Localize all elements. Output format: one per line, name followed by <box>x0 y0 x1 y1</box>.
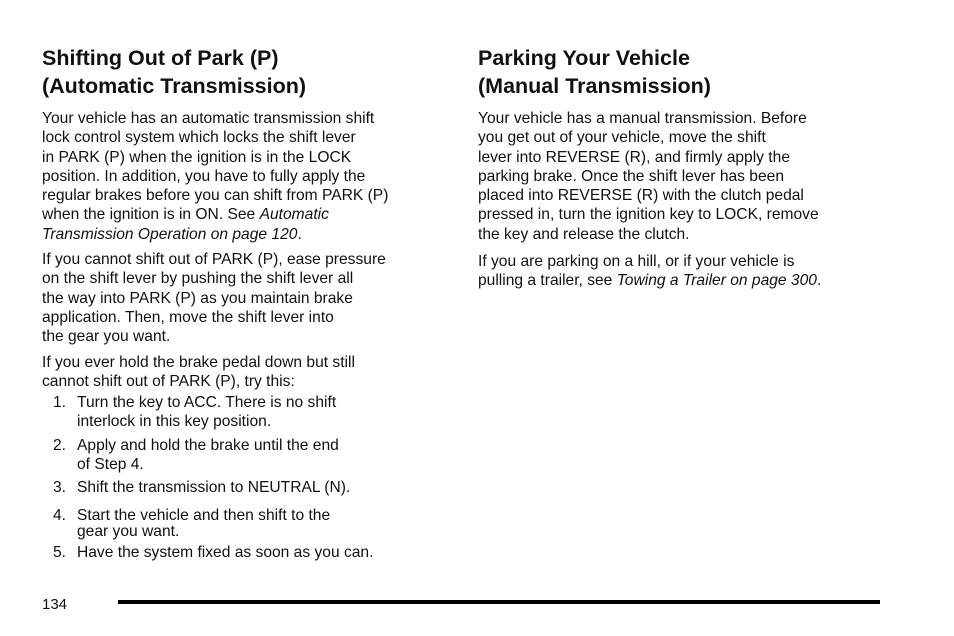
text-line: on the shift lever by pushing the shift lever all <box>42 270 354 288</box>
text-line: Shift the transmission to NEUTRAL (N). <box>77 479 351 497</box>
step-number: 4. <box>53 506 67 524</box>
heading-line: (Automatic Transmission) <box>42 74 307 98</box>
text-line: pressed in, turn the ignition key to LOCK, remove <box>478 206 819 224</box>
text-line: placed into REVERSE (R) with the clutch pedal <box>478 187 804 205</box>
steps-list <box>42 393 452 562</box>
text-line: Apply and hold the brake until the end <box>77 436 339 454</box>
text-line <box>478 271 898 290</box>
list-item <box>42 506 452 539</box>
text-segment: when the ignition is in ON. See <box>42 206 260 224</box>
text-line: If you cannot shift out of PARK (P), ease pressure <box>42 251 386 269</box>
text-line: If you are parking on a hill, or if your vehicle is <box>478 253 795 271</box>
footer-rule <box>118 600 880 604</box>
text-segment: . <box>816 272 822 290</box>
list-item <box>42 436 452 475</box>
left-column <box>42 44 452 566</box>
section-heading-shifting-out-of-park <box>42 44 452 100</box>
text-line: If you ever hold the brake pedal down but still <box>42 353 355 371</box>
text-line: of Step 4. <box>77 456 144 474</box>
text-line: parking brake. Once the shift lever has been <box>478 167 784 185</box>
step-number: 5. <box>53 543 67 561</box>
text-line: Turn the key to ACC. There is no shift <box>77 394 337 412</box>
heading-line: Shifting Out of Park (P) <box>42 46 279 70</box>
section-heading-parking-your-vehicle <box>478 44 898 100</box>
list-item <box>42 478 452 497</box>
list-item <box>42 543 452 562</box>
text-line: position. In addition, you have to fully apply the <box>42 167 366 185</box>
paragraph-manual-transmission <box>478 109 898 244</box>
cross-reference-link[interactable]: Transmission Operation on page 120 <box>42 225 298 243</box>
text-line: the key and release the clutch. <box>478 225 690 243</box>
list-item <box>42 393 452 432</box>
text-line: you get out of your vehicle, move the shift <box>478 129 766 147</box>
text-line: the way into PARK (P) as you maintain brake <box>42 289 353 307</box>
heading-line: Parking Your Vehicle <box>478 46 690 70</box>
text-line: Start the vehicle and then shift to the <box>77 506 331 524</box>
paragraph-shift-lock <box>42 109 452 244</box>
text-line: regular brakes before you can shift from PARK (P) <box>42 187 389 205</box>
text-segment: pulling a trailer, see <box>478 272 617 290</box>
paragraph-try-this <box>42 353 452 392</box>
text-line: lock control system which locks the shift lever <box>42 129 356 147</box>
text-line: Your vehicle has an automatic transmission shift <box>42 110 375 127</box>
text-line <box>42 205 452 224</box>
cross-reference-link[interactable]: Towing a Trailer on page 300 <box>616 272 817 290</box>
text-line: interlock in this key position. <box>77 413 272 431</box>
text-line <box>42 225 452 244</box>
cross-reference-link[interactable]: Automatic <box>259 206 329 224</box>
heading-line: (Manual Transmission) <box>478 74 711 98</box>
text-line: lever into REVERSE (R), and firmly apply the <box>478 148 790 166</box>
page-number: 134 <box>42 596 68 613</box>
text-line: in PARK (P) when the ignition is in the LOCK <box>42 148 352 166</box>
text-segment: . <box>297 225 302 243</box>
paragraph-parking-on-hill <box>478 252 898 291</box>
text-line: gear you want. <box>77 522 180 540</box>
step-number: 2. <box>53 436 67 454</box>
step-number: 1. <box>53 394 67 412</box>
text-line: Your vehicle has a manual transmission. Before <box>478 110 807 127</box>
text-line: Have the system fixed as soon as you can. <box>77 543 374 561</box>
text-line: the gear you want. <box>42 328 171 346</box>
paragraph-ease-pressure <box>42 250 452 346</box>
step-number: 3. <box>53 479 67 497</box>
text-line: application. Then, move the shift lever into <box>42 308 334 326</box>
right-column <box>478 44 898 297</box>
text-line: cannot shift out of PARK (P), try this: <box>42 372 295 390</box>
